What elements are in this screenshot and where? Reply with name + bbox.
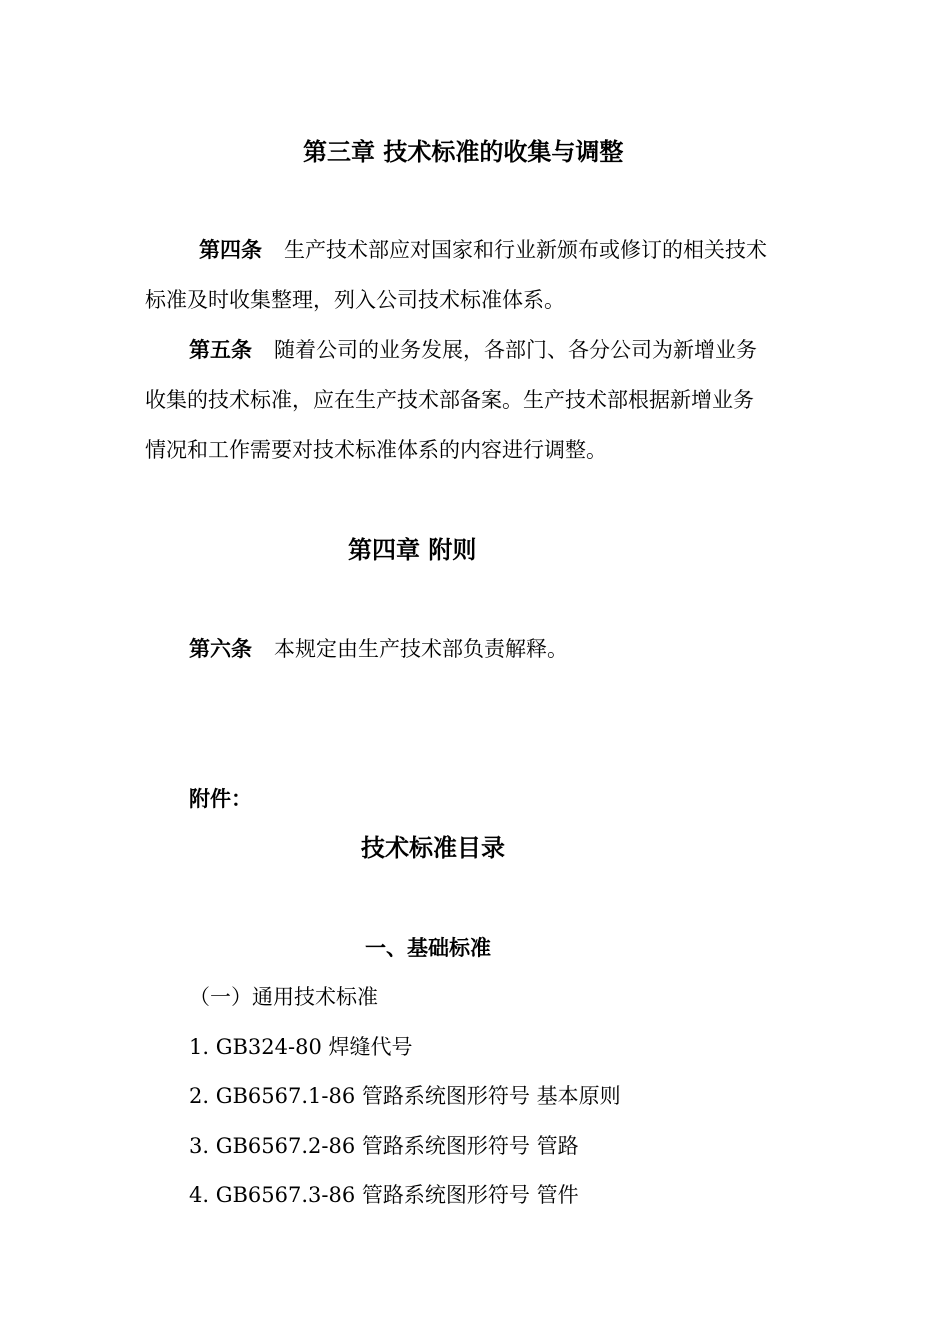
- standard-item: 2. GB6567.1-86 管路系统图形符号 基本原则: [189, 1084, 621, 1108]
- article-5-paragraph: [189, 336, 757, 364]
- standard-item: 3. GB6567.2-86 管路系统图形符号 管路: [189, 1134, 579, 1158]
- article-4-paragraph: [199, 236, 767, 264]
- article-5-label: 第五条: [189, 337, 252, 362]
- attachment-label: 附件：: [189, 786, 252, 811]
- chapter-4-title: 第四章 附则: [348, 535, 477, 564]
- article-5-line-1: 随着公司的业务发展，各部门、各分公司为新增业务: [274, 338, 757, 362]
- standard-item: 1. GB324-80 焊缝代号: [189, 1035, 413, 1059]
- article-4-label: 第四条: [199, 237, 262, 262]
- article-4-line-2: 标准及时收集整理，列入公司技术标准体系。: [145, 288, 565, 312]
- chapter-3-title: 第三章 技术标准的收集与调整: [303, 137, 624, 166]
- article-6-paragraph: [189, 635, 568, 663]
- article-6-label: 第六条: [189, 636, 252, 661]
- article-5-line-3: 情况和工作需要对技术标准体系的内容进行调整。: [145, 438, 607, 462]
- article-5-line-2: 收集的技术标准，应在生产技术部备案。生产技术部根据新增业务: [145, 388, 754, 412]
- standard-item: 4. GB6567.3-86 管路系统图形符号 管件: [189, 1183, 579, 1207]
- article-4-line-1: 生产技术部应对国家和行业新颁布或修订的相关技术: [284, 238, 767, 262]
- section-title: 一、基础标准: [365, 935, 491, 960]
- article-6-text: 本规定由生产技术部负责解释。: [274, 637, 568, 661]
- attachment-title: 技术标准目录: [361, 833, 505, 862]
- subsection-title: （一）通用技术标准: [189, 985, 378, 1009]
